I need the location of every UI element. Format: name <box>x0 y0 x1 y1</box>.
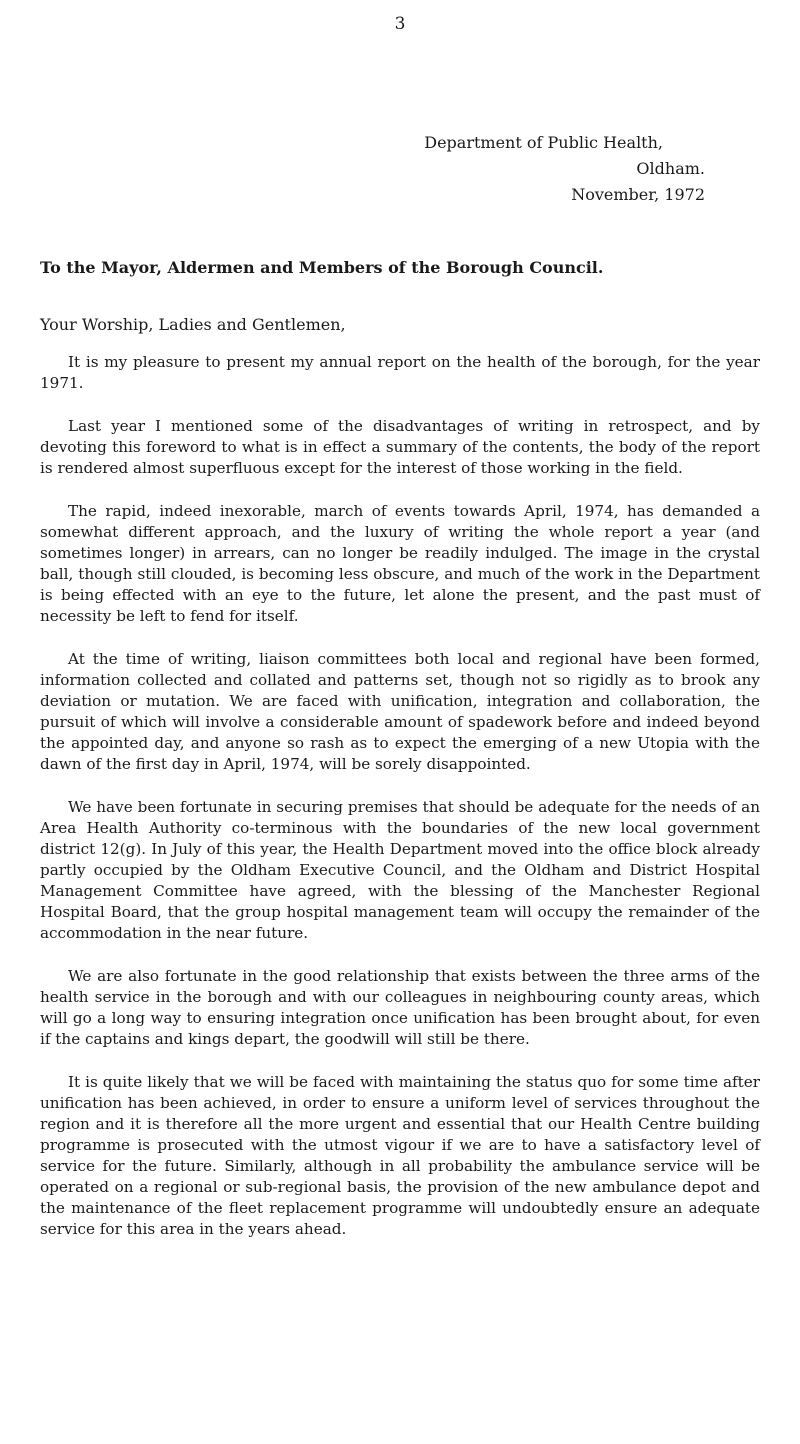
page-number: 3 <box>394 14 406 34</box>
letter-header <box>424 130 705 208</box>
letter-date: November, 1972 <box>571 185 705 204</box>
letter-body <box>40 352 760 1262</box>
paragraph: We are also fortunate in the good relationship that exists between the three arms of the health service in the borough and with our colleagues in neighbouring county areas, which will go a long way to ensuring integration once unification has been brought about, for even if the captains and kings depart, the goodwill will still be there. <box>40 967 760 1048</box>
paragraph: Last year I mentioned some of the disadvantages of writing in retrospect, and by devoting this foreword to what is in effect a summary of the contents, the body of the report is rendered almost superfluous except for the interest of those working in the field. <box>40 417 760 477</box>
paragraph: It is my pleasure to present my annual report on the health of the borough, for the year 1971. <box>40 353 760 392</box>
town-name: Oldham. <box>636 159 705 178</box>
paragraph: At the time of writing, liaison committees both local and regional have been formed, information collected and collated and patterns set, though not so rigidly as to brook any deviation or mutation. We are faced with unification, integration and collaboration, the pursuit of which will involve a considerable amount of spadework before and indeed beyond the appointed day, and anyone so rash as to expect the emerging of a new Utopia with the dawn of the first day in April, 1974, will be sorely disappointed. <box>40 650 760 773</box>
salutation: Your Worship, Ladies and Gentlemen, <box>40 315 346 334</box>
paragraph: The rapid, indeed inexorable, march of events towards April, 1974, has demanded a somewhat different approach, and the luxury of writing the whole report a year (and sometimes longer) in arrears, can no longer be readily indulged. The image in the crystal ball, though still clouded, is becoming less obscure, and much of the work in the Department is being effected with an eye to the future, let alone the present, and the past must of necessity be left to fend for itself. <box>40 502 760 625</box>
paragraph: It is quite likely that we will be faced with maintaining the status quo for some time after unification has been achieved, in order to ensure a uniform level of services throughout the region and it is therefore all the more urgent and essential that our Health Centre building programme is prosecuted with the utmost vigour if we are to have a satisfactory level of service for the future. Similarly, although in all probability the ambulance service will be operated on a regional or sub-regional basis, the provision of the new ambulance depot and the maintenance of the fleet replacement programme will undoubtedly ensure an adequate service for this area in the years ahead. <box>40 1073 760 1238</box>
paragraph: We have been fortunate in securing premises that should be adequate for the needs of an Area Health Authority co-terminous with the boundaries of the new local government district 12(g). In July of this year, the Health Department moved into the office block already partly occupied by the Oldham Executive Council, and the Oldham and District Hospital Management Committee have agreed, with the blessing of the Manchester Regional Hospital Board, that the group hospital management team will occupy the remainder of the accommodation in the near future. <box>40 798 760 942</box>
department-name: Department of Public Health, <box>424 133 663 152</box>
addressee-line: To the Mayor, Aldermen and Members of the Borough Council. <box>40 258 604 277</box>
